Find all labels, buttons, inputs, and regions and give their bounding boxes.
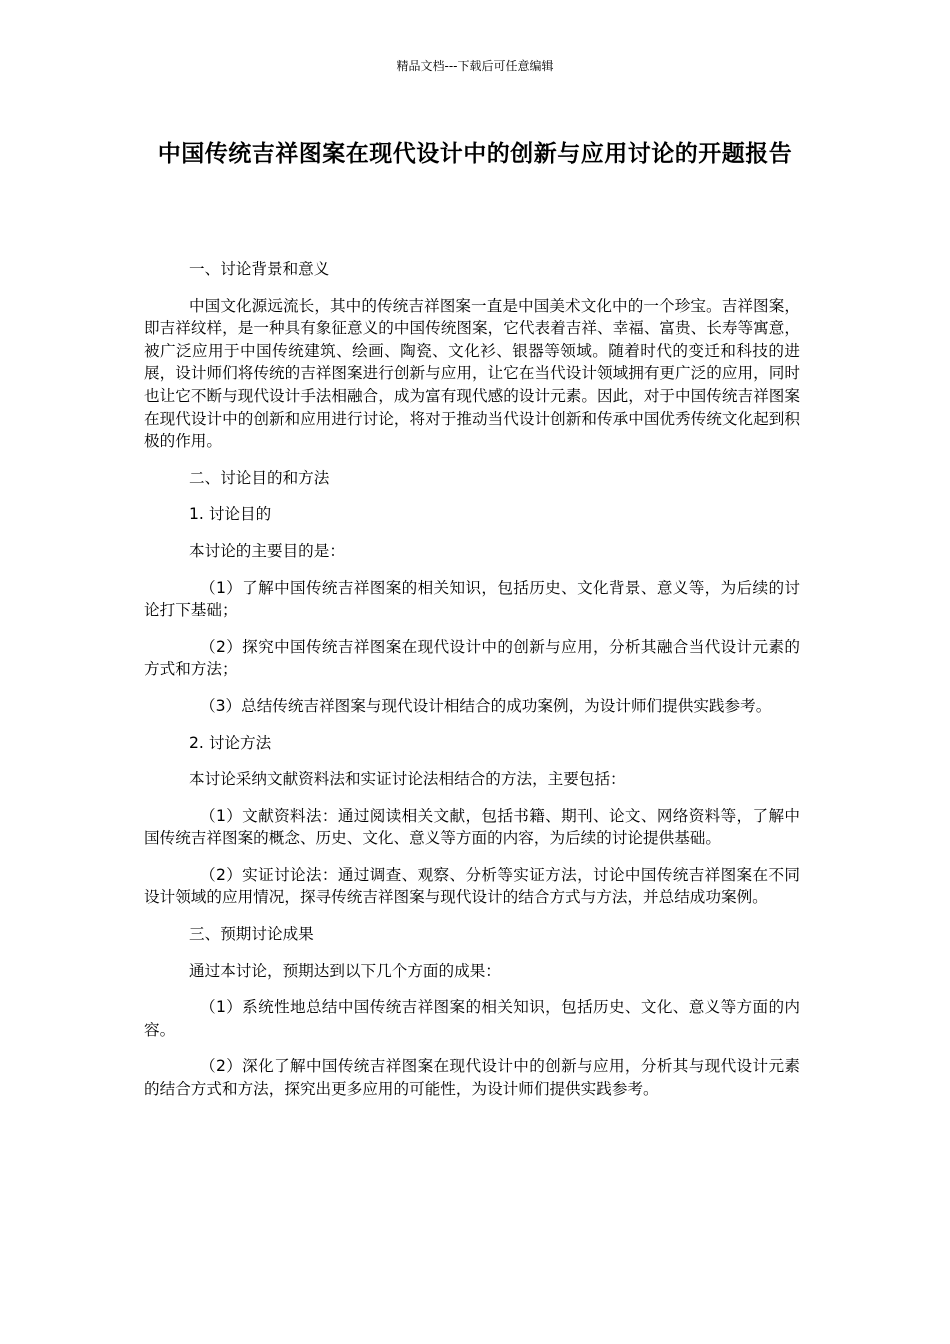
- results-item-1: （1）系统性地总结中国传统吉祥图案的相关知识，包括历史、文化、意义等方面的内容。: [144, 998, 800, 1039]
- header-note: 精品文档---下载后可任意编辑: [396, 59, 554, 73]
- purpose-item-2: （2）探究中国传统吉祥图案在现代设计中的创新与应用，分析其融合当代设计元素的方式和方法；: [144, 637, 800, 679]
- document-title: 中国传统吉祥图案在现代设计中的创新与应用讨论的开题报告: [157, 141, 793, 167]
- document-body: [144, 258, 800, 1115]
- results-item-2: （2）深化了解中国传统吉祥图案在现代设计中的创新与应用，分析其与现代设计元素的结合方式和方法，探究出更多应用的可能性，为设计师们提供实践参考。: [144, 1057, 800, 1099]
- purpose-item-3: （3）总结传统吉祥图案与现代设计相结合的成功案例，为设计师们提供实践参考。: [200, 696, 772, 715]
- purpose-item-1: （1）了解中国传统吉祥图案的相关知识，包括历史、文化背景、意义等，为后续的讨论打下基础；: [144, 578, 800, 620]
- purpose-intro: 本讨论的主要目的是：: [189, 541, 345, 560]
- results-intro: 通过本讨论，预期达到以下几个方面的成果：: [189, 961, 501, 980]
- subheading-purpose: 1. 讨论目的: [189, 505, 272, 524]
- section-heading-results: 三、预期讨论成果: [189, 925, 314, 944]
- subheading-method: 2. 讨论方法: [189, 733, 272, 752]
- method-item-2: （2）实证讨论法：通过调查、观察、分析等实证方法，讨论中国传统吉祥图案在不同设计领域的应用情况，探寻传统吉祥图案与现代设计的结合方式与方法，并总结成功案例。: [144, 865, 800, 907]
- method-intro: 本讨论采纳文献资料法和实证讨论法相结合的方法，主要包括：: [189, 770, 626, 789]
- method-item-1: （1）文献资料法：通过阅读相关文献，包括书籍、期刊、论文、网络资料等，了解中国传统吉祥图案的概念、历史、文化、意义等方面的内容，为后续的讨论提供基础。: [144, 806, 800, 848]
- section-heading-background: 一、讨论背景和意义: [189, 260, 330, 278]
- section-heading-purpose-method: 二、讨论目的和方法: [189, 468, 330, 487]
- background-paragraph: 中国文化源远流长，其中的传统吉祥图案一直是中国美术文化中的一个珍宝。吉祥图案，即吉祥纹样，是一种具有象征意义的中国传统图案，它代表着吉祥、幸福、富贵、长寿等寓意，被广泛应用于中国传统建筑、绘画、陶瓷、文化衫、银器等领域。随着时代的变迁和科技的进展，设计师们将传统的吉祥图案进行创新与应用，让它在当代设计领域拥有更广泛的应用，同时也让它不断与现代设计手法相融合，成为富有现代感的设计元素。因此，对于中国传统吉祥图案在现代设计中的创新和应用进行讨论，将对于推动当代设计创新和传承中国优秀传统文化起到积极的作用。: [144, 296, 800, 451]
